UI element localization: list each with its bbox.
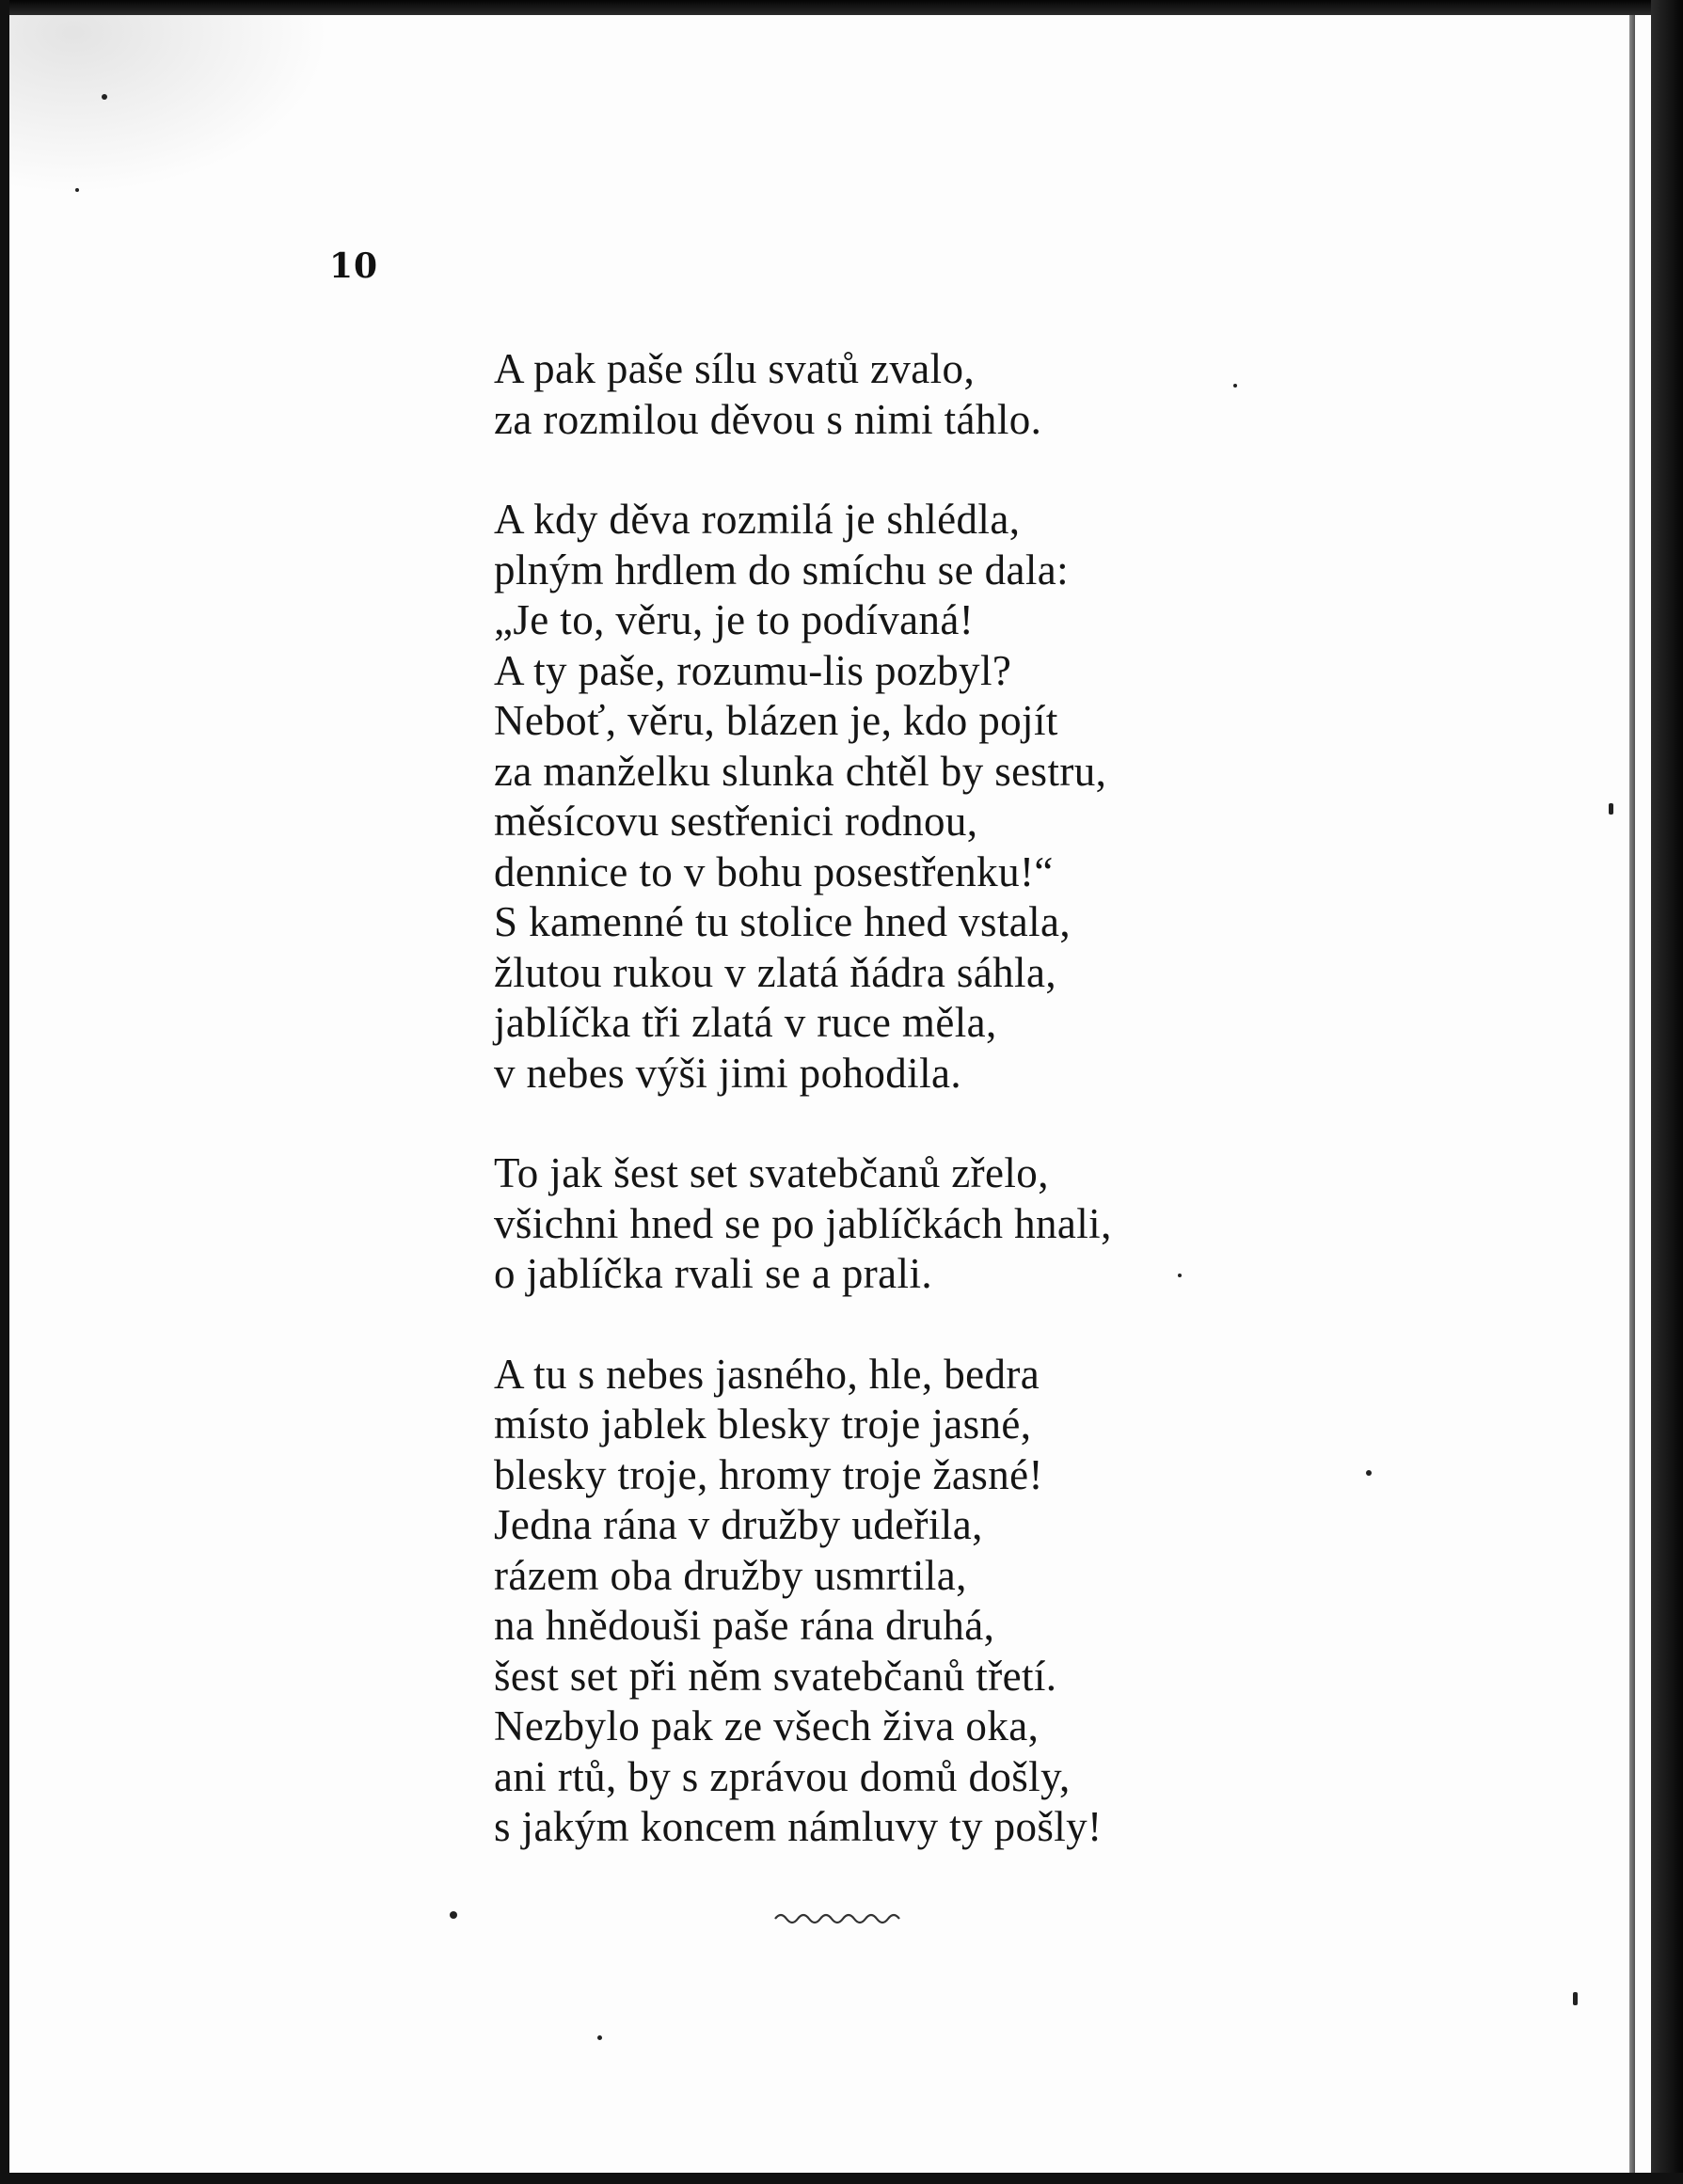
scan-speck [597,2035,602,2040]
scan-speck [1366,1470,1372,1476]
scan-border-left [0,0,9,2184]
scan-border-right [1651,0,1683,2184]
scan-smudge [9,15,329,194]
verse-line: A tu s nebes jasného, hle, bedra [494,1350,1040,1398]
scan-speck [1573,1992,1578,2005]
page-number: 10 [329,246,379,286]
scan-border-bottom [0,2173,1683,2184]
verse-line: všichni hned se po jablíčkách hnali, [494,1199,1112,1247]
verse-line: jablíčka tři zlatá v ruce měla, [494,999,997,1046]
verse-line: měsícovu sestřenici rodnou, [494,798,978,845]
scan-speck [450,1911,457,1919]
verse-line: v nebes výši jimi pohodila. [494,1049,962,1097]
verse-line: blesky troje, hromy troje žasné! [494,1450,1043,1498]
verse-line: ani rtů, by s zprávou domů došly, [494,1752,1071,1800]
verse-line: dennice to v bohu posestřenku!“ [494,847,1054,895]
verse-line: Nezbylo pak ze všech živa oka, [494,1702,1040,1749]
verse-line: plným hrdlem do smíchu se dala: [494,546,1070,593]
scan-speck [1178,1274,1182,1277]
stanza [494,495,1435,1099]
scan-speck [75,188,79,192]
verse-line: šest set při něm svatebčanů třetí. [494,1652,1057,1700]
verse-line: To jak šest set svatebčanů zřelo, [494,1149,1049,1196]
verse-line: žlutou rukou v zlatá ňádra sáhla, [494,948,1056,996]
scan-border-top [0,0,1683,15]
verse-line: za rozmilou děvou s nimi táhlo. [494,395,1042,443]
verse-line: rázem oba družby usmrtila, [494,1551,967,1599]
verse-line: o jablíčka rvali se a prali. [494,1250,933,1297]
verse-line: Neboť, věru, blázen je, kdo pojít [494,697,1058,744]
page-edge-line [1629,15,1635,2178]
verse-line: na hnědouši paše rána druhá, [494,1602,995,1649]
stanza [494,1148,1435,1300]
verse-line: A kdy děva rozmilá je shlédla, [494,496,1021,543]
verse-line: S kamenné tu stolice hned vstala, [494,898,1072,945]
verse-line: A pak paše sílu svatů zvalo, [494,345,976,392]
poem-text [494,344,1435,1903]
scan-speck [1233,384,1237,388]
stanza [494,344,1435,445]
verse-line: A ty paše, rozumu-lis pozbyl? [494,646,1012,694]
scan-speck [1609,803,1613,815]
verse-line: s jakým koncem námluvy ty pošly! [494,1803,1103,1850]
stanza [494,1350,1435,1853]
verse-line: za manželku slunka chtěl by sestru, [494,747,1107,795]
scan-speck [102,94,107,100]
verse-line: „Je to, věru, je to podívaná! [494,596,975,643]
wavy-line-ornament-icon [773,1909,905,1928]
verse-line: místo jablek blesky troje jasné, [494,1401,1032,1448]
verse-line: Jedna rána v družby udeřila, [494,1501,983,1548]
